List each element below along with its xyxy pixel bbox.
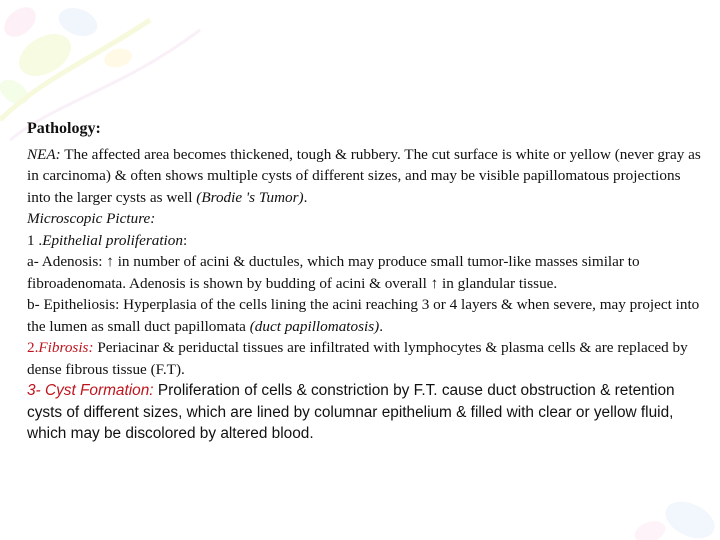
decor-balloon bbox=[632, 517, 669, 540]
section-heading: Pathology: bbox=[27, 120, 101, 137]
item-3-label: Cyst Formation: bbox=[44, 382, 154, 399]
item-3-text: Proliferation of cells & constriction by F.T. cause duct obstruction & retention cysts of different sizes, which are lined by columnar epithelium & filled with clear or yellow fluid, which may be discolored by altered blood. bbox=[27, 382, 675, 442]
item-3-number: 3- bbox=[27, 382, 45, 399]
slide-body bbox=[27, 118, 707, 445]
duct-papillomatosis-term: (duct papillomatosis) bbox=[249, 317, 380, 335]
epitheliosis-end: . bbox=[379, 317, 384, 335]
microscopic-heading: Microscopic Picture: bbox=[27, 210, 156, 227]
item-2 bbox=[27, 337, 707, 380]
item-1 bbox=[27, 230, 707, 252]
item-3 bbox=[27, 380, 707, 445]
nea-end: . bbox=[303, 188, 308, 206]
decor-balloon bbox=[660, 495, 720, 540]
epitheliosis-paragraph bbox=[27, 294, 707, 337]
nea-paragraph bbox=[27, 144, 707, 209]
item-1-end: : bbox=[182, 231, 188, 249]
item-1-number: 1 . bbox=[27, 231, 43, 249]
decor-balloon bbox=[0, 1, 42, 43]
nea-label: NEA: bbox=[27, 145, 61, 163]
adenosis-paragraph: a- Adenosis: ↑ in number of acini & ductules, which may produce small tumor-like masses similar to fibroadenomata. Adenosis is shown by budding of acini & overall ↑ in glandular tissue. bbox=[27, 253, 640, 292]
brodie-term: (Brodie 's Tumor) bbox=[196, 188, 304, 206]
item-2-number: 2. bbox=[27, 339, 39, 356]
item-2-label: Fibrosis: bbox=[38, 339, 94, 356]
epitheliosis-text: b- Epitheliosis: Hyperplasia of the cells lining the acini reaching 3 or 4 layers & when severe, may project into the lumen as small duct papillomata bbox=[27, 296, 700, 335]
item-2-text: Periacinar & periductal tissues are infiltrated with lymphocytes & plasma cells & are replaced by dense fibrous tissue (F.T). bbox=[27, 339, 688, 378]
nea-text: The affected area becomes thickened, tough & rubbery. The cut surface is white or yellow (never gray as in carcinoma) & often shows multiple cysts of different sizes, and may be visible papillomatous projections into the larger cysts as well bbox=[27, 145, 701, 206]
item-1-label: Epithelial proliferation bbox=[42, 231, 183, 249]
